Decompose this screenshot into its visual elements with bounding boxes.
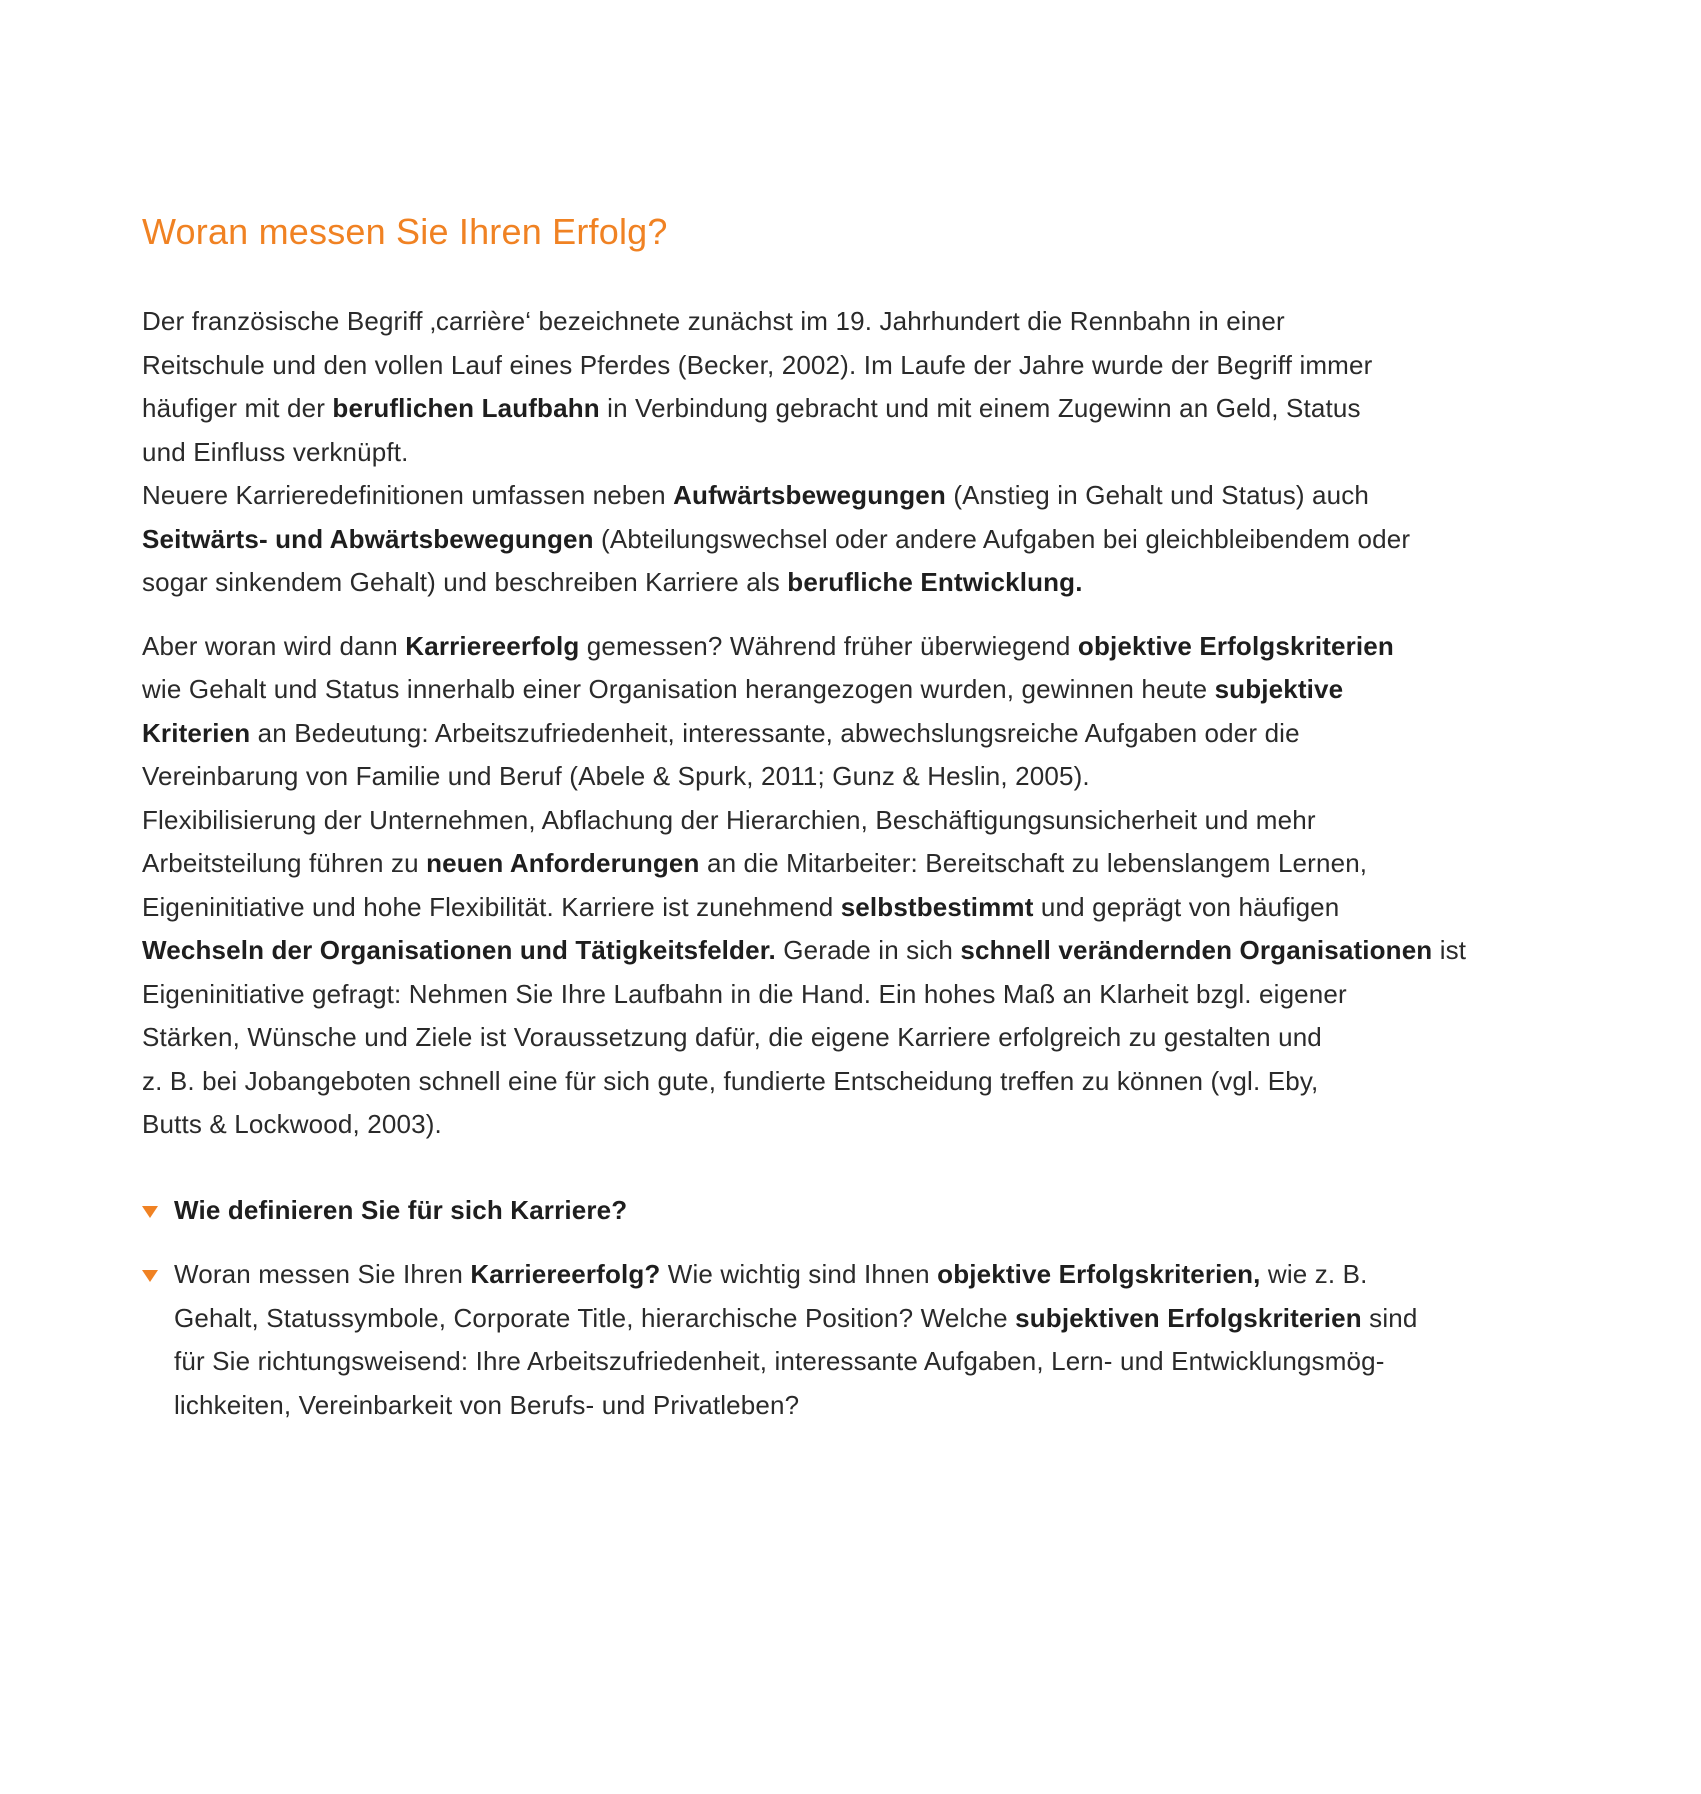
text-line xyxy=(142,755,1562,799)
text-span: Stärken, Wünsche und Ziele ist Voraussetzung dafür, die eigene Karriere erfolgreich zu gestalten und xyxy=(142,1022,1322,1052)
text-line xyxy=(142,712,1562,756)
text-span: Vereinbarung von Familie und Beruf (Abele & Spurk, 2011; Gunz & Heslin, 2005). xyxy=(142,761,1090,791)
paragraph-intro xyxy=(142,300,1562,605)
question-list xyxy=(142,1189,1562,1428)
bold-term: subjektive xyxy=(1214,674,1344,704)
text-span: gemessen? Während früher überwiegend xyxy=(579,630,1078,661)
question-item xyxy=(142,1189,1562,1233)
text-span: (Anstieg in Gehalt und Status) auch xyxy=(945,480,1370,510)
bold-term: Wie definieren Sie für sich Karriere? xyxy=(174,1194,628,1225)
text-span: in Verbindung gebracht und mit einem Zugewinn an Geld, Status xyxy=(599,393,1361,423)
text-span: Eigeninitiative und hohe Flexibilität. Karriere ist zunehmend xyxy=(142,891,841,922)
bold-term: objektive Erfolgskriterien xyxy=(1077,630,1394,661)
text-line xyxy=(142,625,1562,669)
text-span: Arbeitsteilung führen zu xyxy=(142,848,427,878)
bold-term: Karriereerfolg? xyxy=(470,1259,661,1289)
text-span: (Abteilungswechsel oder andere Aufgaben bei gleichbleibendem oder xyxy=(593,523,1411,554)
text-span: Der französische Begriff ‚carrière‘ bezeichnete zunächst im 19. Jahrhundert die Rennbahn in einer xyxy=(142,306,1285,336)
text-span: Wie wichtig sind Ihnen xyxy=(660,1259,938,1289)
text-line xyxy=(142,518,1562,562)
text-span: häufiger mit der xyxy=(142,393,333,423)
text-line xyxy=(174,1189,1562,1233)
triangle-bullet-icon xyxy=(142,1270,158,1282)
text-span: und Einfluss verknüpft. xyxy=(142,436,409,467)
bold-term: Aufwärtsbewegungen xyxy=(673,480,946,510)
text-span: an die Mitarbeiter: Bereitschaft zu lebenslangem Lernen, xyxy=(699,848,1368,878)
text-line xyxy=(142,300,1562,344)
question-item xyxy=(142,1253,1562,1427)
page-title: Woran messen Sie Ihren Erfolg? xyxy=(142,211,668,252)
text-line xyxy=(174,1384,1562,1428)
text-line xyxy=(142,474,1562,518)
text-line xyxy=(142,886,1562,930)
text-span: Reitschule und den vollen Lauf eines Pferdes (Becker, 2002). Im Laufe der Jahre wurde der Begriff immer xyxy=(142,349,1373,380)
bold-term: berufliche Entwicklung. xyxy=(787,567,1083,597)
text-line xyxy=(142,1103,1562,1147)
document-page xyxy=(142,210,1562,1448)
text-span: Gerade in sich xyxy=(775,935,961,965)
text-line xyxy=(142,1016,1562,1060)
bold-term: Wechseln der Organisationen und Tätigkeitsfelder. xyxy=(142,935,776,965)
text-line xyxy=(142,799,1562,843)
text-span: wie z. B. xyxy=(1260,1259,1368,1289)
text-span: Butts & Lockwood, 2003). xyxy=(142,1109,442,1139)
text-span: Flexibilisierung der Unternehmen, Abflachung der Hierarchien, Beschäftigungsunsicherheit und mehr xyxy=(142,804,1316,835)
bold-term: Karriereerfolg xyxy=(405,630,580,661)
text-line xyxy=(142,668,1562,712)
bold-term: selbstbestimmt xyxy=(840,891,1034,922)
text-span: z. B. bei Jobangeboten schnell eine für sich gute, fundierte Entscheidung treffen zu können (vgl. Eby, xyxy=(142,1065,1319,1096)
triangle-bullet-icon xyxy=(142,1206,158,1218)
text-line xyxy=(142,973,1562,1017)
text-line xyxy=(142,929,1562,973)
bold-term: Seitwärts- und Abwärtsbewegungen xyxy=(142,523,594,554)
text-span: ist xyxy=(1432,935,1467,965)
text-span: Eigeninitiative gefragt: Nehmen Sie Ihre Laufbahn in die Hand. Ein hohes Maß an Klarheit bzgl. eigener xyxy=(142,978,1347,1009)
text-line xyxy=(142,842,1562,886)
text-span: an Bedeutung: Arbeitszufriedenheit, interessante, abwechslungsreiche Aufgaben oder die xyxy=(250,717,1300,748)
text-span: lichkeiten, Vereinbarkeit von Berufs- und Privatleben? xyxy=(174,1389,800,1420)
bold-term: beruflichen Laufbahn xyxy=(332,393,600,423)
text-line xyxy=(142,387,1562,431)
text-span: Neuere Karrieredefinitionen umfassen neben xyxy=(142,480,674,510)
paragraph-success xyxy=(142,625,1562,1147)
bold-term: Kriterien xyxy=(142,717,251,748)
bold-term: neuen Anforderungen xyxy=(426,848,700,878)
text-line xyxy=(142,561,1562,605)
bold-term: schnell verändernden Organisationen xyxy=(960,935,1433,965)
bold-term: subjektiven Erfolgskriterien xyxy=(1015,1302,1362,1333)
text-span: wie Gehalt und Status innerhalb einer Organisation herangezogen wurden, gewinnen heute xyxy=(142,674,1215,704)
text-line xyxy=(142,1060,1562,1104)
text-line xyxy=(174,1253,1562,1297)
text-span: für Sie richtungsweisend: Ihre Arbeitszufriedenheit, interessante Aufgaben, Lern- und Entwicklungsmög- xyxy=(174,1346,1385,1376)
text-span: Gehalt, Statussymbole, Corporate Title, hierarchische Position? Welche xyxy=(174,1302,1016,1333)
text-line xyxy=(174,1340,1562,1384)
text-span: Aber woran wird dann xyxy=(142,630,406,661)
text-line xyxy=(142,431,1562,475)
bold-term: objektive Erfolgskriterien, xyxy=(937,1259,1261,1289)
text-span: sind xyxy=(1361,1302,1418,1333)
text-line xyxy=(174,1297,1562,1341)
text-span: sogar sinkendem Gehalt) und beschreiben Karriere als xyxy=(142,567,788,597)
text-span: und geprägt von häufigen xyxy=(1033,891,1340,922)
text-line xyxy=(142,344,1562,388)
text-span: Woran messen Sie Ihren xyxy=(174,1259,471,1289)
